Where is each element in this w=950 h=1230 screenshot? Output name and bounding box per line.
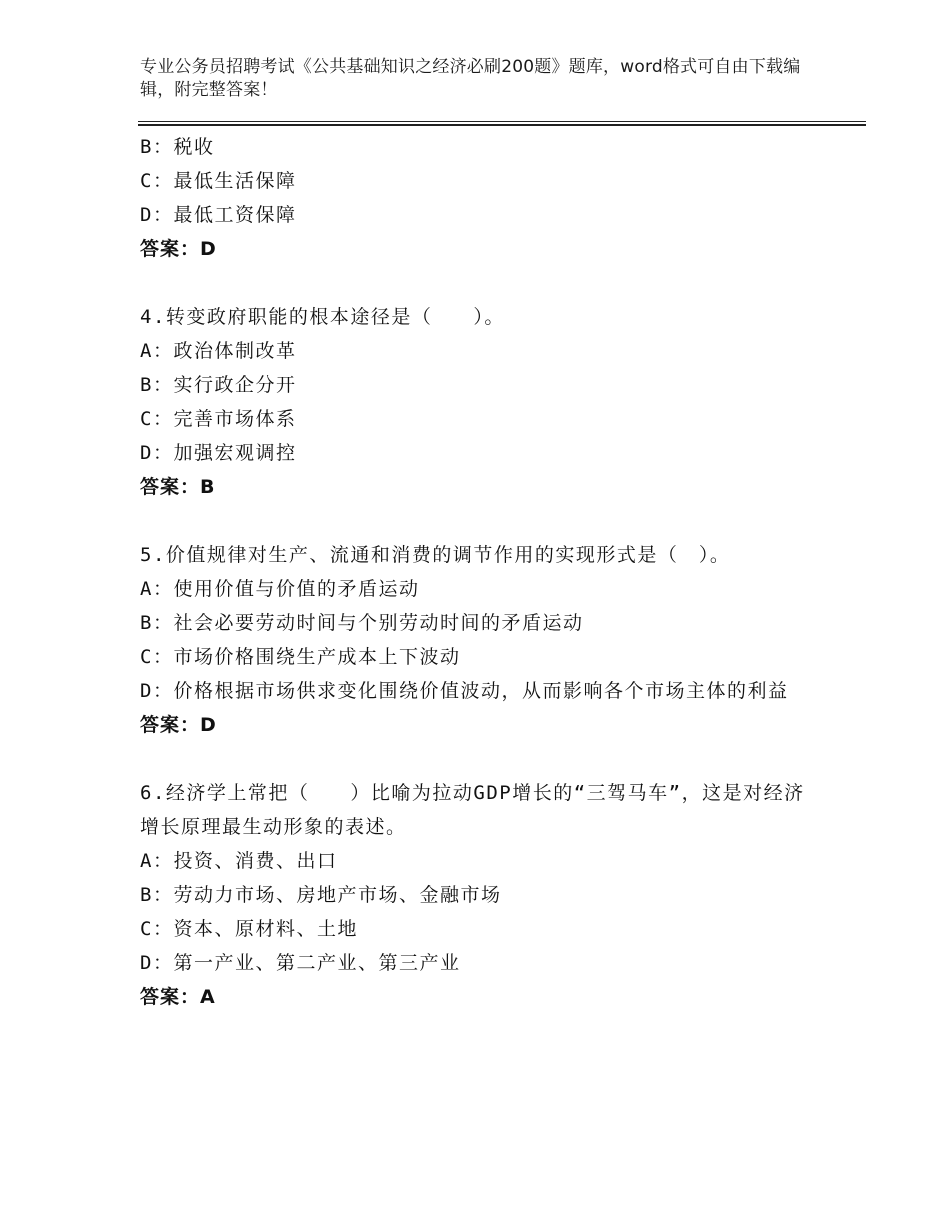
q4-question: 4.转变政府职能的根本途径是（ ）。 — [140, 306, 505, 328]
q6-option-a: A：投资、消费、出口 — [140, 850, 338, 872]
q6-option-c: C：资本、原材料、土地 — [140, 918, 358, 940]
header-rule-thin — [138, 121, 866, 122]
q4-option-a: A：政治体制改革 — [140, 340, 297, 362]
q5-question: 5.价值规律对生产、流通和消费的调节作用的实现形式是（ ）。 — [140, 544, 731, 566]
q5-answer: 答案：D — [140, 714, 217, 736]
q5-option-c: C：市场价格围绕生产成本上下波动 — [140, 646, 461, 668]
q6-option-b: B：劳动力市场、房地产市场、金融市场 — [140, 884, 502, 906]
q5-option-b: B：社会必要劳动时间与个别劳动时间的矛盾运动 — [140, 612, 584, 634]
q6-option-d: D：第一产业、第二产业、第三产业 — [140, 952, 461, 974]
header-rule-thick — [138, 124, 866, 126]
q4-option-b: B：实行政企分开 — [140, 374, 297, 396]
q6-answer: 答案：A — [140, 986, 216, 1008]
spacer — [140, 504, 820, 538]
q3-option-c: C：最低生活保障 — [140, 170, 297, 192]
q6-question: 6.经济学上常把（ ）比喻为拉动GDP增长的“三驾马车”，这是对经济增长原理最生动形象的表述。 — [140, 782, 805, 838]
q4-option-c: C：完善市场体系 — [140, 408, 297, 430]
q4-answer: 答案：B — [140, 476, 216, 498]
question-content — [140, 130, 820, 1014]
q3-answer: 答案：D — [140, 238, 217, 260]
q4-option-d: D：加强宏观调控 — [140, 442, 297, 464]
q3-option-d: D：最低工资保障 — [140, 204, 297, 226]
document-header: 专业公务员招聘考试《公共基础知识之经济必刷200题》题库，word格式可自由下载编辑，附完整答案！ — [140, 57, 801, 100]
q5-option-a: A：使用价值与价值的矛盾运动 — [140, 578, 420, 600]
q5-option-d: D：价格根据市场供求变化围绕价值波动，从而影响各个市场主体的利益 — [140, 680, 789, 702]
spacer — [140, 742, 820, 776]
spacer — [140, 266, 820, 300]
q3-option-b: B：税收 — [140, 136, 215, 158]
